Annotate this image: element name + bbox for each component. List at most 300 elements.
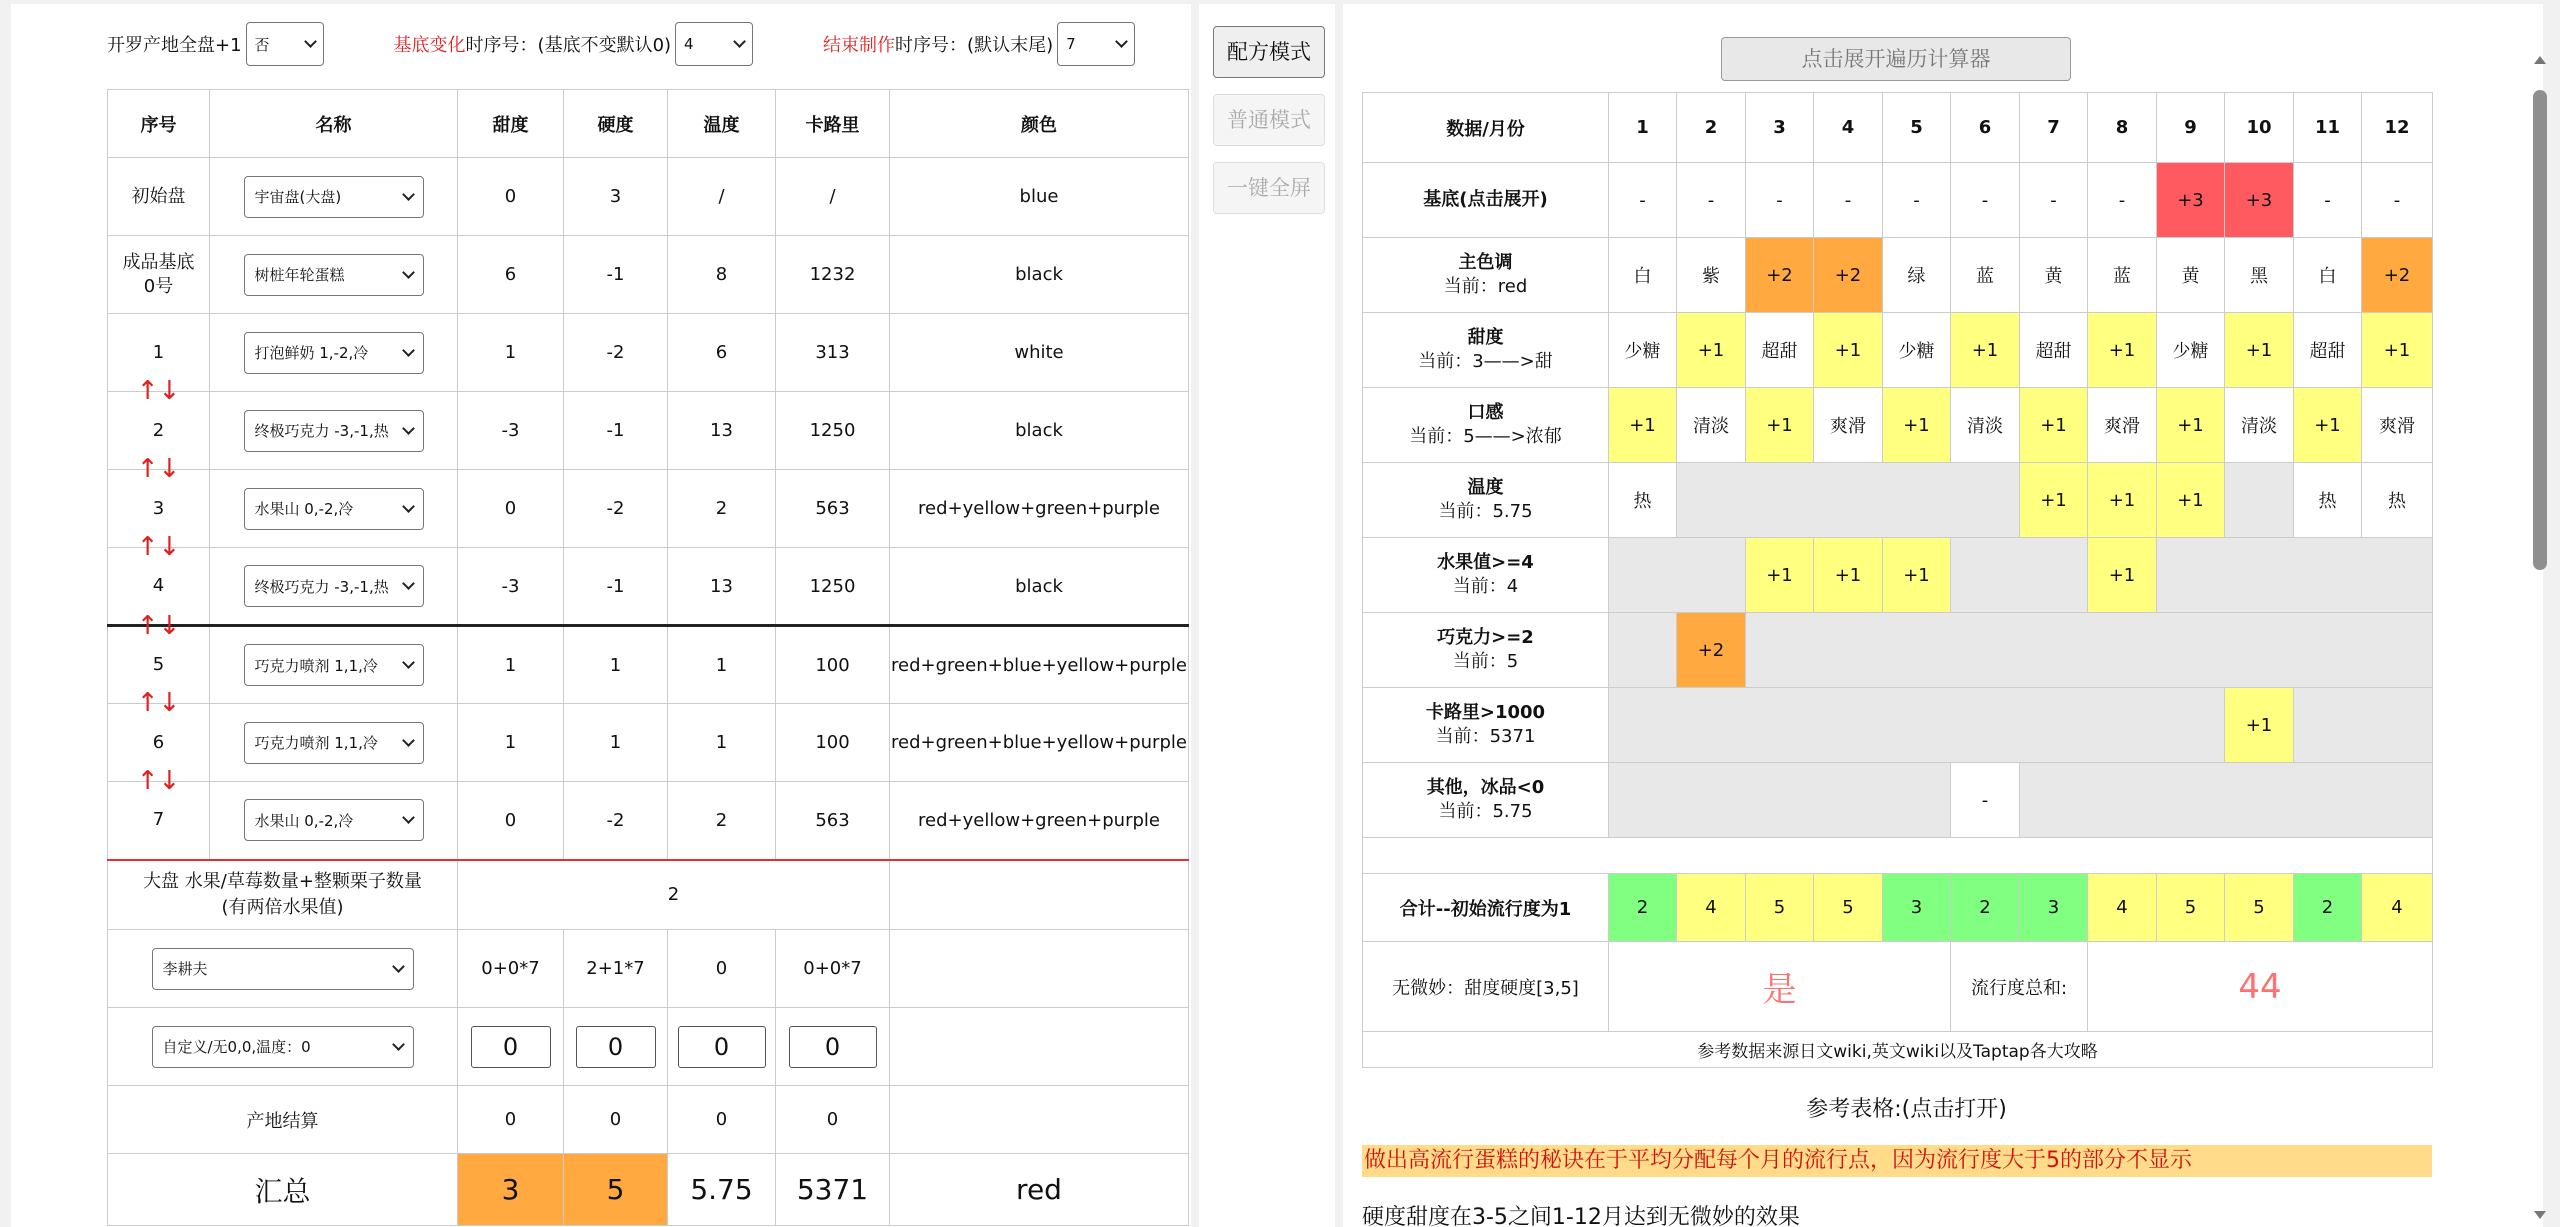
month-cell: - [1814,163,1883,238]
row-label: 其他，冰品<0 [1426,777,1545,798]
month-cell: +1 [2088,463,2157,538]
person-hard: 2+1*7 [564,930,668,1008]
chevron-down-icon [392,960,405,973]
custom-select-value: 自定义/无0,0,温度：0 [162,1038,311,1056]
month-cell: 少糖 [1883,313,1951,388]
month-cell: - [1951,163,2020,238]
ingredient-select[interactable] [244,410,424,452]
row-temp: 2 [668,470,776,548]
row-seq: 5 [152,654,165,675]
monthly-panel [1343,4,2543,1227]
chevron-down-icon [402,188,415,201]
person-cal: 0+0*7 [776,930,890,1008]
month-cell: +2 [1814,238,1883,313]
end-label-red: 结束制作 [823,35,896,56]
row-color: red+yellow+green+purple [890,782,1189,860]
monthly-row-taste [1363,388,2433,463]
month-cell: +1 [2225,313,2294,388]
row-cal: 313 [776,314,890,392]
month-cell: 超甜 [1746,313,1814,388]
row-sweet: 1 [458,314,564,392]
row-sweet: 0 [458,782,564,860]
month-cell: - [1609,163,1677,238]
month-cell: +1 [2020,463,2088,538]
monthly-row-choco [1363,613,2433,688]
ingredient-select[interactable] [244,488,424,530]
row-cal: 1232 [776,236,890,314]
person-select-value: 李耕夫 [162,960,208,978]
ingredient-select-value: 宇宙盘(大盘) [254,188,342,206]
source-note: 参考数据来源日文wiki,英文wiki以及Taptap各大攻略 [1363,1032,2433,1068]
row-hard: -2 [564,782,668,860]
ingredient-select-value: 巧克力喷剂 1,1,冷 [254,734,378,752]
month-cell: - [1883,163,1951,238]
base-change-setting [394,22,754,66]
row-current: 当前：red [1443,276,1528,297]
sum-cell: 4 [2362,874,2433,942]
row-cal: 1250 [776,548,890,626]
chevron-down-icon [402,500,415,513]
month-cell: +1 [2020,388,2088,463]
month-header: 11 [2294,93,2362,163]
chevron-down-icon [733,35,746,48]
month-cell: +1 [1883,538,1951,613]
row-sweet: -3 [458,548,564,626]
person-temp: 0 [668,930,776,1008]
recipe-row [108,626,1189,704]
origin-sweet: 0 [458,1086,564,1154]
subtle-value: 是 [1609,942,1951,1032]
month-cell: 热 [2294,463,2362,538]
move-arrows-icon[interactable]: ↑↓ [136,376,181,406]
recipe-row [108,470,1189,548]
month-cell: +3 [2225,163,2294,238]
month-cell: 蓝 [2088,238,2157,313]
header-cal: 卡路里 [776,90,890,158]
row-current: 当前：5.75 [1438,501,1533,522]
month-header: 7 [2020,93,2088,163]
sum-cell: 2 [2294,874,2362,942]
row-sweet: -3 [458,392,564,470]
sum-cell: 5 [1814,874,1883,942]
person-row [108,930,1189,1008]
tip-highlight: 做出高流行蛋糕的秘诀在于平均分配每个月的流行点，因为流行度大于5的部分不显示 [1362,1145,2432,1177]
empty-cell [890,930,1189,1008]
month-cell: 超甜 [2020,313,2088,388]
month-cell-empty [1677,463,2020,538]
month-cell-empty [1746,613,2433,688]
row-color: red+green+blue+yellow+purple [890,704,1189,782]
row-seq: 1 [152,341,165,363]
row-seq: 7 [152,809,165,831]
fruit-count-row [108,860,1189,930]
custom-cal-input[interactable]: 0 [789,1026,877,1068]
recipe-header-row [108,90,1189,158]
kairo-setting [107,22,324,66]
ingredient-select[interactable] [244,799,424,841]
chevron-down-icon [402,422,415,435]
month-cell: +3 [2157,163,2225,238]
recipe-row [108,782,1189,860]
ingredient-select-value: 终极巧克力 -3,-1,热 [254,422,389,440]
month-cell: 清淡 [2225,388,2294,463]
month-cell: +1 [2294,388,2362,463]
row-seq: 4 [152,575,165,596]
end-select-value: 7 [1066,35,1076,53]
row-hard: -1 [564,236,668,314]
month-cell: 热 [1609,463,1677,538]
monthly-row-fruit [1363,538,2433,613]
month-cell: +1 [1746,388,1814,463]
subtle-label: 无微妙：甜度硬度[3,5] [1363,942,1609,1032]
chevron-down-icon [402,656,415,669]
month-cell: 黄 [2020,238,2088,313]
recipe-table [107,89,1189,1226]
monthly-table [1362,92,2433,1068]
base-change-label: 时序号：(基底不变默认0) [465,35,672,56]
scroll-down-arrow-icon[interactable] [2534,1211,2546,1219]
origin-cal: 0 [776,1086,890,1154]
row-label: 巧克力>=2 [1437,627,1534,648]
chevron-down-icon [402,811,415,824]
move-arrows-icon[interactable]: ↑↓ [136,454,181,484]
expand-calculator-button[interactable]: 点击展开遍历计算器 [1721,37,2071,81]
popularity-label: 流行度总和: [1951,942,2088,1032]
sum-row [1363,874,2433,942]
month-cell: +1 [2225,688,2294,763]
row-temp: 1 [668,626,776,704]
header-hard: 硬度 [564,90,668,158]
month-cell: +1 [2088,538,2157,613]
month-cell-empty [2020,763,2433,838]
recipe-panel [11,4,1191,1227]
recipe-row [108,704,1189,782]
month-cell: 爽滑 [2362,388,2433,463]
recipe-row [108,548,1189,626]
row-sweet: 0 [458,470,564,548]
popularity-total: 44 [2088,942,2433,1032]
month-cell-empty [1609,763,1951,838]
row-temp: 8 [668,236,776,314]
month-cell: +1 [1883,388,1951,463]
end-setting [823,22,1135,66]
chevron-down-icon [1115,35,1128,48]
row-seq: 3 [152,497,165,519]
total-hard: 5 [564,1154,668,1226]
row-label: 卡路里>1000 [1425,702,1546,723]
fullscreen-button[interactable]: 一键全屏 [1213,162,1325,214]
row-seq: 成品基底 0号 [122,251,195,297]
month-cell-empty [1609,688,2225,763]
move-arrows-icon[interactable]: ↑↓ [136,611,181,641]
monthly-row-main-color [1363,238,2433,313]
move-arrows-icon[interactable]: ↑↓ [136,688,181,718]
recipe-row [108,314,1189,392]
kairo-label: 开罗产地全盘+1 [107,35,242,56]
row-temp: 6 [668,314,776,392]
empty-cell [890,860,1189,930]
row-cal: 1250 [776,392,890,470]
ingredient-select[interactable] [244,254,424,296]
month-cell: 爽滑 [1814,388,1883,463]
row-seq: 2 [152,419,165,441]
recipe-mode-button[interactable]: 配方模式 [1213,26,1325,78]
month-cell: +1 [1814,313,1883,388]
month-header: 3 [1746,93,1814,163]
normal-mode-button[interactable]: 普通模式 [1213,94,1325,146]
total-temp: 5.75 [668,1154,776,1226]
spacer-row [1363,838,2433,874]
chevron-down-icon [402,577,415,590]
month-header: 8 [2088,93,2157,163]
judge-row [1363,942,2433,1032]
row-temp: 1 [668,704,776,782]
month-cell: 热 [2362,463,2433,538]
row-hard: -2 [564,314,668,392]
ingredient-select-value: 打泡鲜奶 1,-2,冷 [254,344,369,362]
ingredient-select-value: 树桩年轮蛋糕 [254,266,345,284]
sum-cell: 3 [1883,874,1951,942]
scroll-up-arrow-icon[interactable] [2534,56,2546,64]
chevron-down-icon [402,266,415,279]
fruit-count-value: 2 [458,860,890,930]
row-current: 当前：3——>甜 [1418,351,1553,372]
month-cell: - [1677,163,1746,238]
monthly-row-sweet [1363,313,2433,388]
row-seq: 初始盘 [131,185,186,207]
sum-cell: 5 [2157,874,2225,942]
custom-hard-input[interactable]: 0 [576,1026,656,1068]
row-sweet: 1 [458,626,564,704]
month-header: 10 [2225,93,2294,163]
chevron-down-icon [392,1038,405,1051]
move-arrows-icon[interactable]: ↑↓ [136,532,181,562]
kairo-select[interactable] [246,22,324,66]
origin-hard: 0 [564,1086,668,1154]
month-cell: 紫 [1677,238,1746,313]
row-hard: -1 [564,392,668,470]
reference-table-toggle[interactable]: 参考表格:(点击打开) [1806,1097,2007,1122]
total-sweet: 3 [458,1154,564,1226]
header-sweet: 甜度 [458,90,564,158]
mode-panel [1199,4,1335,1227]
custom-temp-input[interactable]: 0 [678,1026,766,1068]
sum-cell: 3 [2020,874,2088,942]
monthly-header-row [1363,93,2433,163]
row-hard: -1 [564,548,668,626]
month-header: 5 [1883,93,1951,163]
month-cell: +1 [2088,313,2157,388]
monthly-row-cal [1363,688,2433,763]
recipe-row [108,158,1189,236]
month-cell-empty [1951,538,2088,613]
ingredient-select-value: 巧克力喷剂 1,1,冷 [254,656,378,675]
month-cell: 白 [2294,238,2362,313]
ingredient-select[interactable] [244,176,424,218]
row-current: 当前：5.75 [1438,801,1533,822]
end-select[interactable] [1057,22,1135,66]
row-hard: 1 [564,626,668,704]
row-cal: 563 [776,782,890,860]
month-cell: 少糖 [1609,313,1677,388]
row-cal: 100 [776,704,890,782]
row-sweet: 6 [458,236,564,314]
total-color: red [890,1154,1189,1226]
row-color: black [890,392,1189,470]
base-change-select[interactable] [675,22,753,66]
ingredient-select-value: 水果山 0,-2,冷 [254,811,354,830]
row-color: blue [890,158,1189,236]
origin-label: 产地结算 [108,1086,458,1154]
custom-select[interactable] [152,1026,414,1068]
row-temp: 13 [668,548,776,626]
month-cell: - [1951,763,2020,838]
scrollbar-thumb[interactable] [2533,90,2547,570]
person-select[interactable] [152,948,414,990]
row-label: 基底(点击展开) [1423,189,1548,210]
month-cell: 黄 [2157,238,2225,313]
ingredient-select[interactable] [244,565,424,607]
header-temp: 温度 [668,90,776,158]
header-color: 颜色 [890,90,1189,158]
month-header: 1 [1609,93,1677,163]
sum-cell: 4 [1677,874,1746,942]
empty-cell [890,1086,1189,1154]
month-cell: +1 [1677,313,1746,388]
month-cell: 蓝 [1951,238,2020,313]
kairo-select-value: 否 [254,35,270,54]
sum-cell: 5 [1746,874,1814,942]
row-seq: 6 [152,731,165,753]
ingredient-select[interactable] [244,332,424,374]
sum-label: 合计--初始流行度为1 [1363,874,1609,942]
month-cell: +1 [2157,388,2225,463]
month-cell: 黑 [2225,238,2294,313]
monthly-row-base [1363,163,2433,238]
month-cell: 白 [1609,238,1677,313]
month-cell: - [2020,163,2088,238]
custom-row [108,1008,1189,1086]
row-hard: 1 [564,704,668,782]
row-cal: / [776,158,890,236]
month-cell: - [2294,163,2362,238]
chevron-down-icon [402,734,415,747]
monthly-row-temp [1363,463,2433,538]
base-change-select-value: 4 [684,35,694,53]
total-row [108,1154,1189,1226]
month-cell: 爽滑 [2088,388,2157,463]
month-cell: 清淡 [1951,388,2020,463]
end-label: 时序号：(默认末尾) [895,35,1054,56]
month-cell: - [1746,163,1814,238]
month-cell: - [2362,163,2433,238]
header-seq: 序号 [108,90,210,158]
row-sweet: 1 [458,704,564,782]
row-current: 当前：4 [1452,576,1519,597]
month-cell: 少糖 [2157,313,2225,388]
row-current: 当前：5 [1452,651,1519,672]
row-cal: 100 [776,626,890,704]
month-cell-empty [1609,613,1677,688]
row-temp: 13 [668,392,776,470]
source-note-row [1363,1032,2433,1068]
month-cell-empty [2157,538,2433,613]
month-cell: +1 [1746,538,1814,613]
row-cal: 563 [776,470,890,548]
recipe-row [108,392,1189,470]
chevron-down-icon [402,344,415,357]
custom-sweet-input[interactable]: 0 [471,1026,551,1068]
fruit-count-label: 大盘 水果/草莓数量+整颗栗子数量 (有两倍水果值) [108,860,458,930]
row-temp: 2 [668,782,776,860]
row-color: red+green+blue+yellow+purple [890,626,1189,704]
month-cell: +1 [1609,388,1677,463]
month-cell: - [2088,163,2157,238]
recipe-row [108,236,1189,314]
month-cell-empty [2294,688,2433,763]
row-color: white [890,314,1189,392]
row-current: 当前：5371 [1435,726,1536,747]
month-header: 12 [2362,93,2433,163]
row-label: 主色调 [1458,252,1513,273]
total-label: 汇总 [108,1154,458,1226]
tip-text: 硬度甜度在3-5之间1-12月达到无微妙的效果 [1362,1205,1800,1227]
month-cell: +1 [2157,463,2225,538]
month-cell: +1 [1814,538,1883,613]
sum-cell: 2 [1609,874,1677,942]
ingredient-select[interactable] [244,644,424,686]
row-label: 水果值>=4 [1437,552,1534,573]
month-cell: +1 [1951,313,2020,388]
month-cell-empty [1609,538,1746,613]
row-label: 口感 [1467,402,1504,423]
ingredient-select-value: 终极巧克力 -3,-1,热 [254,577,389,596]
month-header: 6 [1951,93,2020,163]
row-label: 甜度 [1467,327,1504,348]
ingredient-select[interactable] [244,722,424,764]
month-header: 9 [2157,93,2225,163]
person-sweet: 0+0*7 [458,930,564,1008]
header-data-month: 数据/月份 [1363,93,1609,163]
row-color: black [890,548,1189,626]
row-hard: 3 [564,158,668,236]
row-sweet: 0 [458,158,564,236]
sum-cell: 5 [2225,874,2294,942]
ingredient-select-value: 水果山 0,-2,冷 [254,500,354,518]
month-cell: 清淡 [1677,388,1746,463]
month-cell: 绿 [1883,238,1951,313]
base-change-label-red: 基底变化 [393,35,466,56]
row-label: 温度 [1467,477,1504,498]
origin-row [108,1086,1189,1154]
month-header: 2 [1677,93,1746,163]
empty-cell [890,1008,1189,1086]
total-cal: 5371 [776,1154,890,1226]
month-cell-empty [2225,463,2294,538]
monthly-row-other [1363,763,2433,838]
row-current: 当前：5——>浓郁 [1409,426,1562,447]
chevron-down-icon [304,35,317,48]
move-arrows-icon[interactable]: ↑↓ [136,766,181,796]
origin-temp: 0 [668,1086,776,1154]
month-cell: +2 [2362,238,2433,313]
month-cell: 超甜 [2294,313,2362,388]
month-cell: +1 [2362,313,2433,388]
row-temp: / [668,158,776,236]
sum-cell: 4 [2088,874,2157,942]
row-color: black [890,236,1189,314]
row-color: red+yellow+green+purple [890,470,1189,548]
